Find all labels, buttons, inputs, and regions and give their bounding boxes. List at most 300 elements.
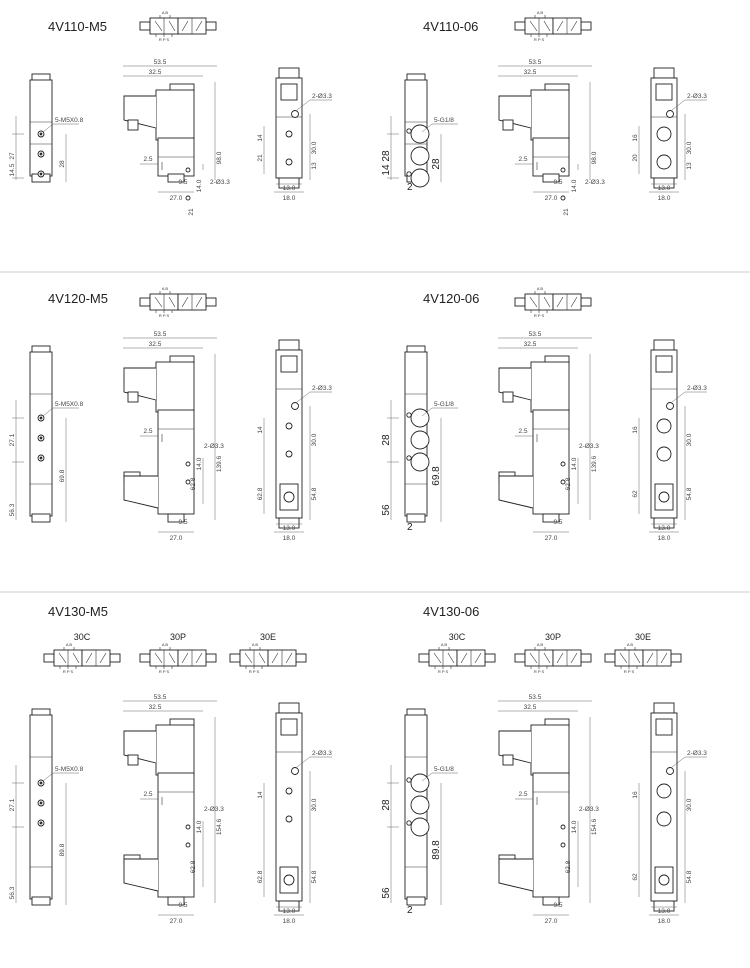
dim-value: 62.8 (257, 870, 264, 884)
pilot-hole (407, 456, 411, 460)
port-center (40, 437, 42, 439)
mount-hole (667, 403, 674, 410)
dim-value: 21 (257, 154, 264, 162)
port-center (40, 457, 42, 459)
dim-value: 139.6 (216, 455, 223, 473)
ports-top-label: A B (161, 642, 169, 647)
coil-housing (531, 362, 569, 412)
dim-value: 14.0 (571, 179, 578, 193)
dim-value: 54.8 (686, 487, 693, 501)
dim-value: 14 (257, 426, 264, 434)
solenoid-box (515, 298, 525, 306)
port-center (40, 153, 42, 155)
end-cap-top (279, 703, 299, 713)
connector-screw (503, 120, 513, 130)
front-view (381, 346, 458, 533)
port-hole (657, 155, 671, 169)
solenoid-box (296, 654, 306, 662)
ports-top-label: A B (251, 642, 259, 647)
dim-value: 16 (632, 134, 639, 142)
port-hole (286, 816, 292, 822)
dim-value: 28 (431, 158, 442, 170)
valve-symbol (140, 286, 216, 318)
front-cap-bottom (32, 514, 50, 522)
connector-screw (503, 755, 513, 765)
dim-value: 28 (381, 799, 392, 811)
valve-symbol-30c (419, 632, 495, 674)
pilot-hole (407, 778, 411, 782)
port-hole (286, 131, 292, 137)
dim-value: 32.5 (148, 704, 162, 711)
dim-value: 2-Ø3.3 (579, 443, 599, 450)
end-cap-top (279, 68, 299, 78)
front-body (30, 352, 52, 516)
port-center (40, 133, 42, 135)
model-title: 4V110-M5 (48, 19, 108, 34)
symbol-variant-label: 30C (448, 632, 466, 642)
dim-value: 2-Ø3.3 (579, 806, 599, 813)
dim-value: 18.0 (657, 195, 671, 202)
din-connector-2 (124, 859, 158, 891)
dim-value: 2-Ø3.3 (312, 750, 332, 757)
front-body (30, 80, 52, 176)
dim-value: 2 (407, 182, 413, 193)
connector-screw (128, 120, 138, 130)
dim-value: 32.5 (148, 69, 162, 76)
side-view (123, 694, 224, 925)
symbol-variant-label: 30E (634, 632, 652, 642)
section-4v120-m5 (9, 286, 332, 542)
dim-value: 2.5 (518, 156, 528, 163)
port-hole (411, 431, 429, 449)
dim-value: 32.5 (148, 341, 162, 348)
end-view (257, 703, 332, 925)
dim-value: 30.0 (311, 433, 318, 447)
ports-bottom-label: R P S (62, 669, 74, 674)
ports-top-label: A B (161, 286, 169, 291)
section-4v120-06 (381, 286, 707, 542)
ports-top-label: A B (536, 642, 544, 647)
dim-value: 154.6 (591, 818, 598, 836)
port-label: 5-G1/8 (434, 766, 454, 773)
solenoid-box (515, 654, 525, 662)
dim-value: 18.0 (282, 195, 296, 202)
port-center (40, 173, 42, 175)
dim-value: 30.0 (686, 433, 693, 447)
end-cap-top (654, 340, 674, 350)
dim-value: 20 (632, 154, 639, 162)
front-view (9, 709, 84, 905)
dim-value: 98.0 (216, 151, 223, 165)
mount-hole (667, 111, 674, 118)
dim-value: 27 (9, 152, 16, 160)
ports-bottom-label: R P S (623, 669, 635, 674)
pilot-hole (407, 172, 411, 176)
dim-value: 14.0 (196, 820, 203, 834)
dim-value: 69.8 (59, 469, 66, 483)
dim-value: 13.0 (282, 525, 296, 532)
mount-hole (186, 462, 190, 466)
dim-value: 2.5 (143, 428, 153, 435)
port-label: 5-G1/8 (434, 401, 454, 408)
solenoid-box (206, 654, 216, 662)
dim-value: 54.8 (686, 870, 693, 884)
valve-symbol (140, 10, 216, 42)
port-hole (411, 774, 429, 792)
end-view (632, 340, 707, 542)
coil-housing (156, 90, 194, 140)
port-hole (657, 419, 671, 433)
ports-bottom-label: R P S (158, 37, 170, 42)
mount-hole (667, 768, 674, 775)
dim-value: 27.0 (544, 535, 558, 542)
dim-value: 30.0 (311, 798, 318, 812)
mount-hole (292, 111, 299, 118)
port-label: 5-M5X0.8 (55, 117, 84, 124)
port-hole (657, 127, 671, 141)
side-view (498, 331, 599, 542)
front-view (9, 346, 84, 522)
dim-value: 53.5 (528, 694, 542, 701)
model-title: 4V130-06 (423, 604, 480, 619)
dim-value: 14.5 (9, 163, 16, 177)
port-label: 5-M5X0.8 (55, 401, 84, 408)
dim-value: 9.5 (553, 179, 563, 186)
symbol-variant-label: 30P (544, 632, 562, 642)
dim-value: 56.3 (9, 886, 16, 900)
dim-value: 2-Ø3.3 (687, 385, 707, 392)
dim-value: 16 (632, 426, 639, 434)
mount-hole (186, 825, 190, 829)
dim-value: 2-Ø3.3 (204, 806, 224, 813)
dim-value: 27.0 (169, 535, 183, 542)
section-4v130-m5 (9, 604, 332, 925)
port-center (40, 822, 42, 824)
port-hole (411, 125, 429, 143)
dim-value: 27.0 (169, 195, 183, 202)
ports-bottom-label: R P S (437, 669, 449, 674)
section-4v110-m5 (9, 10, 332, 216)
side-view (123, 331, 224, 542)
dim-value: 2.5 (518, 791, 528, 798)
symbol-variant-label: 30C (73, 632, 91, 642)
dim-value: 13 (686, 162, 693, 170)
dim-value: 53.5 (153, 59, 167, 66)
dim-value: 62 (632, 490, 639, 498)
valve-symbol-30p (140, 632, 216, 674)
connector-screw (503, 392, 513, 402)
port-hole (411, 818, 429, 836)
section-4v130-06 (381, 604, 707, 925)
solenoid-box (140, 298, 150, 306)
dim-value: 13.0 (282, 185, 296, 192)
dim-value: 14.0 (196, 457, 203, 471)
valve-symbol-30c (44, 632, 120, 674)
dim-value: 18.0 (657, 918, 671, 925)
solenoid-box (44, 654, 54, 662)
dim-value: 30.0 (686, 141, 693, 155)
port-hole (657, 812, 671, 826)
dim-value: 62.8 (190, 477, 197, 491)
front-view (9, 74, 84, 182)
dim-value: 62 (632, 873, 639, 881)
dim-value: 2-Ø3.3 (210, 179, 230, 186)
dim-value: 139.6 (591, 455, 598, 473)
mount-hole (292, 768, 299, 775)
dim-value: 62.8 (565, 860, 572, 874)
dim-value: 14 (381, 164, 392, 176)
ports-top-label: A B (65, 642, 73, 647)
dim-value: 14 (257, 134, 264, 142)
ports-bottom-label: R P S (158, 313, 170, 318)
valve-symbol (515, 10, 591, 42)
pilot-hole (407, 413, 411, 417)
dim-value: 13.0 (282, 908, 296, 915)
dim-value: 27.0 (544, 918, 558, 925)
port-hole (286, 451, 292, 457)
port-hole (657, 784, 671, 798)
front-view (381, 709, 458, 916)
dim-value: 2-Ø3.3 (585, 179, 605, 186)
port-center (40, 802, 42, 804)
dim-value: 13.0 (657, 525, 671, 532)
lower-port (284, 875, 294, 885)
solenoid-box (140, 654, 150, 662)
mount-hole (561, 196, 565, 200)
manual-override (281, 356, 297, 372)
dim-value: 14.0 (571, 820, 578, 834)
ports-bottom-label: R P S (533, 669, 545, 674)
solenoid-box (206, 298, 216, 306)
dim-value: 2-Ø3.3 (204, 443, 224, 450)
manual-override (656, 719, 672, 735)
dim-value: 21 (563, 208, 570, 216)
dim-value: 13.0 (657, 185, 671, 192)
dim-value: 27.0 (544, 195, 558, 202)
ports-top-label: A B (161, 10, 169, 15)
mount-hole (561, 825, 565, 829)
dim-value: 9.5 (553, 519, 563, 526)
dim-value: 32.5 (523, 341, 537, 348)
dim-value: 53.5 (153, 694, 167, 701)
front-body (30, 715, 52, 899)
dim-value: 9.5 (178, 519, 188, 526)
lower-port (659, 492, 669, 502)
solenoid-box (485, 654, 495, 662)
ports-bottom-label: R P S (248, 669, 260, 674)
dim-value: 56 (381, 887, 392, 899)
dim-value: 13 (311, 162, 318, 170)
dim-value: 18.0 (282, 535, 296, 542)
mount-hole (186, 196, 190, 200)
solenoid-box (140, 22, 150, 30)
dim-value: 53.5 (153, 331, 167, 338)
end-view (632, 68, 707, 202)
dim-value: 27.1 (9, 798, 16, 812)
dim-value: 53.5 (528, 59, 542, 66)
dim-value: 56 (381, 504, 392, 516)
solenoid-box (110, 654, 120, 662)
port-hole (411, 147, 429, 165)
ports-bottom-label: R P S (533, 37, 545, 42)
dim-value: 30.0 (311, 141, 318, 155)
end-cap-top (654, 703, 674, 713)
solenoid-box (206, 22, 216, 30)
section-4v110-06 (381, 10, 707, 216)
connector-screw (128, 755, 138, 765)
dim-value: 27.1 (9, 433, 16, 447)
port-hole (657, 447, 671, 461)
ports-bottom-label: R P S (533, 313, 545, 318)
port-hole (411, 796, 429, 814)
ports-top-label: A B (536, 286, 544, 291)
dim-value: 28 (59, 160, 66, 168)
port-center (40, 417, 42, 419)
model-title: 4V130-M5 (48, 604, 108, 619)
front-cap-bottom (32, 897, 50, 905)
dim-value: 54.8 (311, 870, 318, 884)
coil-housing (156, 725, 194, 775)
dim-value: 2-Ø3.3 (312, 385, 332, 392)
valve-symbol-30e (230, 632, 306, 674)
dim-value: 2 (407, 905, 413, 916)
mount-hole (186, 168, 190, 172)
dim-value: 2 (407, 522, 413, 533)
dim-value: 14 (257, 791, 264, 799)
ports-top-label: A B (536, 10, 544, 15)
dim-value: 2.5 (143, 791, 153, 798)
dim-value: 14.0 (571, 457, 578, 471)
port-hole (286, 788, 292, 794)
coil-housing (531, 725, 569, 775)
end-cap-top (279, 340, 299, 350)
dim-value: 16 (632, 791, 639, 799)
dim-value: 56.3 (9, 503, 16, 517)
model-title: 4V110-06 (423, 19, 479, 34)
port-center (40, 782, 42, 784)
coil-housing (531, 90, 569, 140)
din-connector-2 (499, 476, 533, 508)
manual-override (281, 719, 297, 735)
manual-override (656, 356, 672, 372)
mount-hole (292, 403, 299, 410)
valve-symbol-30e (605, 632, 681, 674)
ports-top-label: A B (440, 642, 448, 647)
dim-value: 2.5 (143, 156, 153, 163)
dim-value: 53.5 (528, 331, 542, 338)
symbol-variant-label: 30E (259, 632, 277, 642)
dim-value: 62.8 (257, 487, 264, 501)
end-view (257, 68, 332, 202)
end-view (257, 340, 332, 542)
mount-hole (186, 843, 190, 847)
side-view (498, 694, 599, 925)
dim-value: 18.0 (657, 535, 671, 542)
solenoid-box (419, 654, 429, 662)
side-view (123, 59, 230, 216)
front-cap-bottom (407, 897, 425, 905)
end-view (632, 703, 707, 925)
solenoid-box (581, 22, 591, 30)
side-view (498, 59, 605, 216)
solenoid-box (605, 654, 615, 662)
lower-port (659, 875, 669, 885)
dim-value: 54.8 (311, 487, 318, 501)
dim-value: 89.8 (59, 843, 66, 857)
pilot-hole (407, 821, 411, 825)
dim-value: 2.5 (518, 428, 528, 435)
model-title: 4V120-M5 (48, 291, 108, 306)
dim-value: 2-Ø3.3 (312, 93, 332, 100)
valve-symbol-30p (515, 632, 591, 674)
solenoid-box (671, 654, 681, 662)
mount-hole (561, 843, 565, 847)
port-label: 5-G1/8 (434, 117, 454, 124)
connector-screw (128, 392, 138, 402)
dim-value: 13.0 (657, 908, 671, 915)
dim-value: 2-Ø3.3 (687, 750, 707, 757)
dim-value: 9.5 (178, 179, 188, 186)
ports-top-label: A B (626, 642, 634, 647)
manual-override (281, 84, 297, 100)
solenoid-box (230, 654, 240, 662)
solenoid-box (581, 298, 591, 306)
dim-value: 14.0 (196, 179, 203, 193)
dim-value: 27.0 (169, 918, 183, 925)
port-hole (286, 159, 292, 165)
mount-hole (561, 462, 565, 466)
solenoid-box (515, 22, 525, 30)
dim-value: 89.8 (431, 840, 442, 860)
dim-value: 18.0 (282, 918, 296, 925)
dim-value: 32.5 (523, 704, 537, 711)
dim-value: 21 (188, 208, 195, 216)
port-label: 5-M5X0.8 (55, 766, 84, 773)
dim-value: 9.5 (553, 902, 563, 909)
mount-hole (561, 168, 565, 172)
dim-value: 154.6 (216, 818, 223, 836)
manual-override (656, 84, 672, 100)
solenoid-box (581, 654, 591, 662)
dim-value: 28 (381, 150, 392, 162)
dim-value: 2-Ø3.3 (687, 93, 707, 100)
dim-value: 28 (381, 434, 392, 446)
coil-housing (156, 362, 194, 412)
model-title: 4V120-06 (423, 291, 480, 306)
port-hole (411, 453, 429, 471)
dim-value: 30.0 (686, 798, 693, 812)
port-hole (411, 169, 429, 187)
valve-body (158, 773, 194, 897)
din-connector-2 (499, 859, 533, 891)
dim-value: 62.8 (565, 477, 572, 491)
end-cap-top (654, 68, 674, 78)
lower-port (284, 492, 294, 502)
ports-bottom-label: R P S (158, 669, 170, 674)
dim-value: 62.8 (190, 860, 197, 874)
dim-value: 69.8 (431, 466, 442, 486)
front-view (381, 74, 458, 193)
din-connector-2 (124, 476, 158, 508)
valve-body (533, 773, 569, 897)
front-cap-bottom (407, 514, 425, 522)
dim-value: 32.5 (523, 69, 537, 76)
valve-symbol (515, 286, 591, 318)
port-hole (286, 423, 292, 429)
pilot-hole (407, 129, 411, 133)
dim-value: 9.5 (178, 902, 188, 909)
port-hole (411, 409, 429, 427)
